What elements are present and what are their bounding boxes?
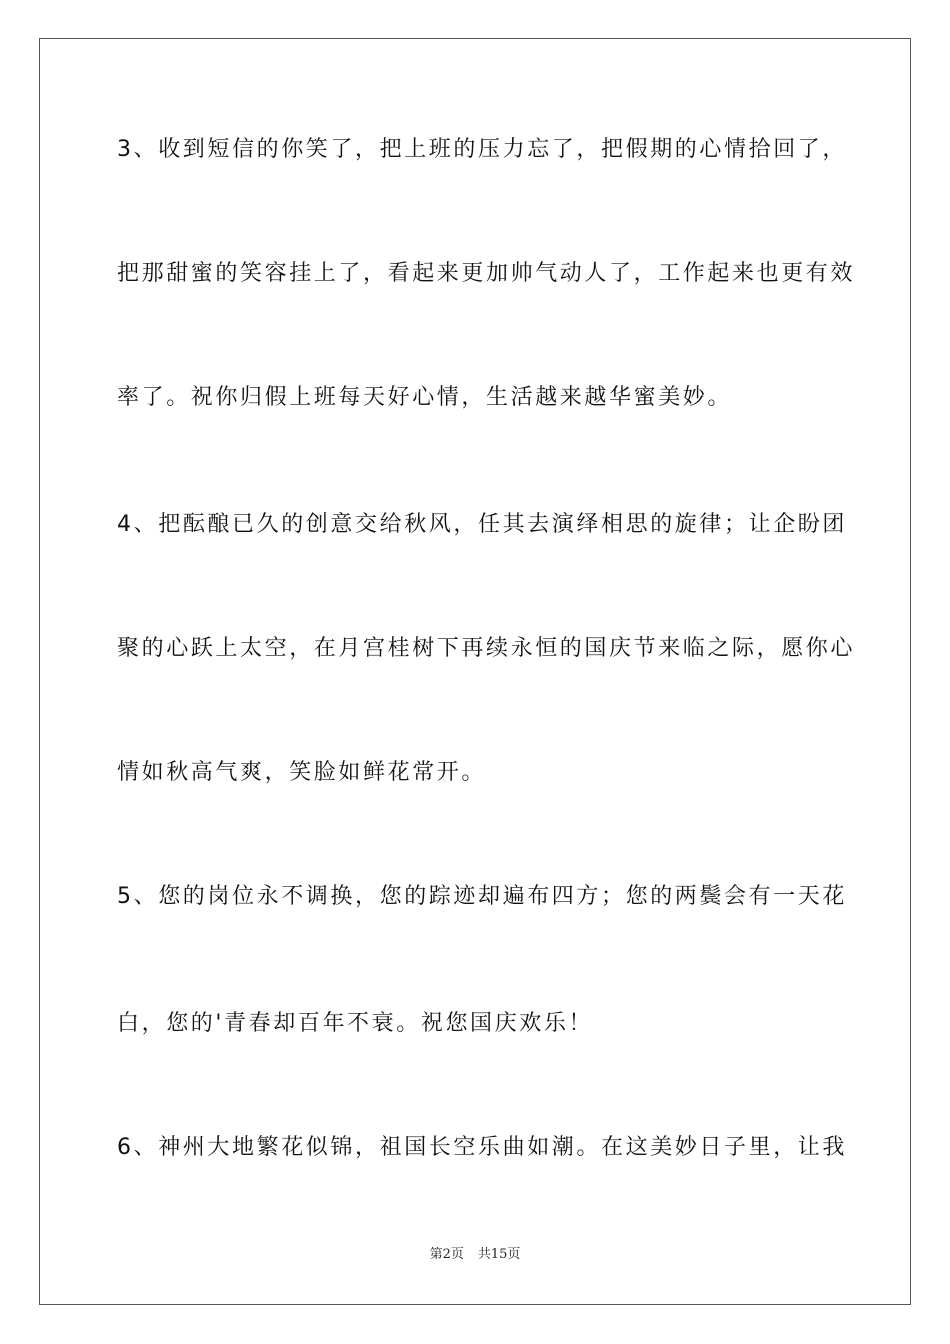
text-line-8: 白，您的'青春却百年不衰。祝您国庆欢乐！ — [117, 1011, 594, 1036]
text-line-2: 把那甜蜜的笑容挂上了，看起来更加帅气动人了，工作起来也更有效 — [117, 261, 856, 286]
text-line-1: 3、收到短信的你笑了，把上班的压力忘了，把假期的心情拾回了， — [117, 137, 847, 162]
text-line-4: 4、把酝酿已久的创意交给秋风，任其去演绎相思的旋律；让企盼团 — [117, 512, 847, 537]
text-line-3: 率了。祝你归假上班每天好心情，生活越来越华蜜美妙。 — [117, 385, 733, 410]
text-line-9: 6、神州大地繁花似锦，祖国长空乐曲如潮。在这美妙日子里，让我 — [117, 1135, 847, 1160]
page-footer — [0, 1246, 950, 1264]
page-frame — [39, 38, 911, 1305]
page-total: 共15页 — [477, 1247, 521, 1262]
text-line-6: 情如秋高气爽，笑脸如鲜花常开。 — [117, 760, 487, 785]
text-line-7: 5、您的岗位永不调换，您的踪迹却遍布四方；您的两鬓会有一天花 — [117, 884, 847, 909]
page-number: 第2页 — [429, 1247, 464, 1262]
text-line-5: 聚的心跃上太空，在月宫桂树下再续永恒的国庆节来临之际，愿你心 — [117, 636, 856, 661]
